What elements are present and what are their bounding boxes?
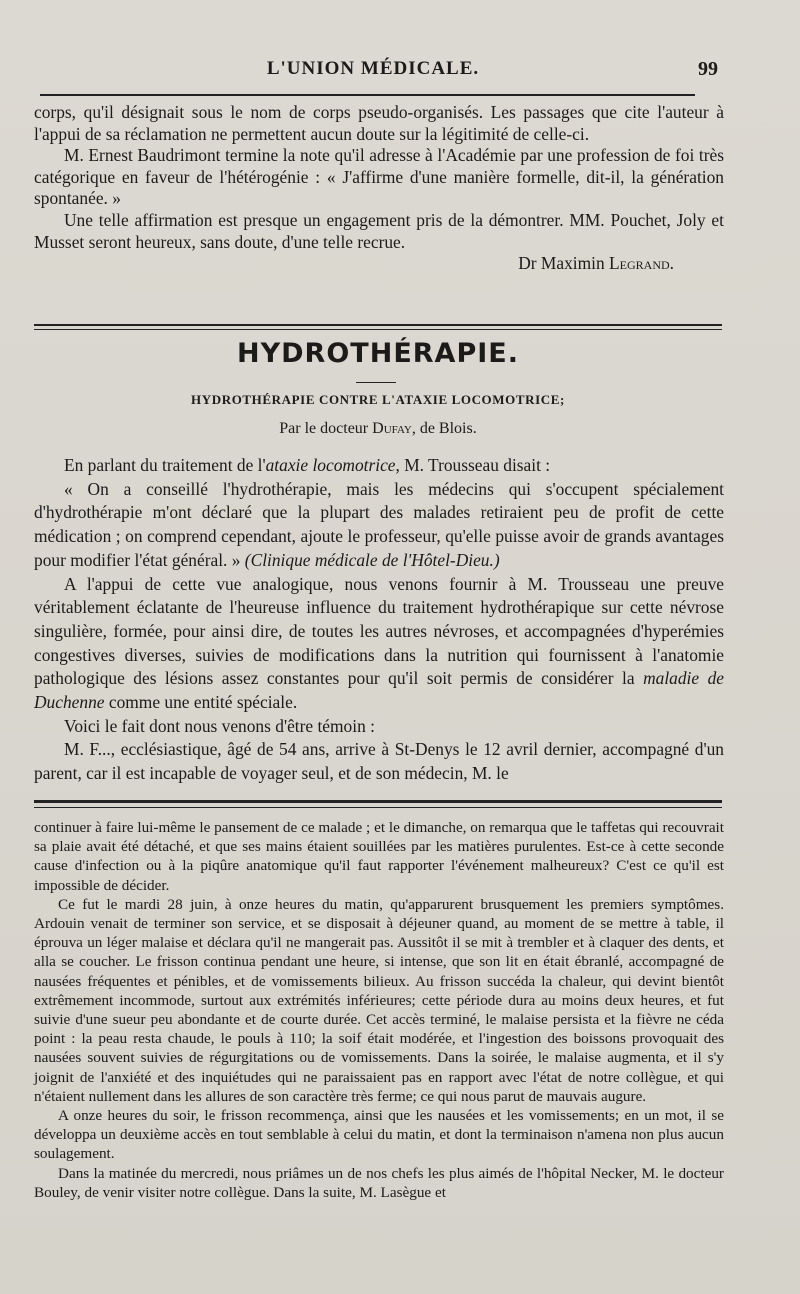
signature — [34, 253, 724, 275]
feuilleton-text — [34, 818, 724, 1202]
header-rule — [40, 94, 695, 96]
paragraph: Voici le fait dont nous venons d'être témoin : — [64, 715, 375, 736]
text-run: comme une entité spéciale. — [108, 692, 298, 713]
paragraph: A onze heures du soir, le frisson recommença, ainsi que les nausées et les vomissements; en un mot, il se développa un deuxième accès en tout semblable à celui du matin, et dont la terminaison n'amena non plus aucun soulagement. — [34, 1107, 724, 1163]
byline — [34, 420, 722, 438]
signature-prefix: Dr Maximin — [518, 253, 605, 274]
paragraph — [34, 478, 724, 573]
text-run: A l'appui de cette vue analogique, nous venons fournir à M. Trousseau une preuve véritablement éclatante de l'heureuse influence du traitement hydrothérapique sur cette névrose singulière, formée, pour ainsi dire, de toutes les autres névroses, et accompagnées d'hyperémies congestives diverses, suivies de modifications dans la nutrition qui fournissent à l'anatomie pathologique des lésions assez constantes pour qu'il soit permis de considérer la — [34, 573, 724, 689]
article-title: HYDROTHÉRAPIE CONTRE L'ATAXIE LOCOMOTRICE; — [191, 392, 565, 407]
paragraph: M. F..., ecclésiastique, âgé de 54 ans, arrive à St-Denys le 12 avril dernier, accompagné d'un parent, car il est incapable de voyager seul, et de son médecin, M. le — [34, 739, 724, 784]
running-title: L'UNION MÉDICALE. — [266, 58, 480, 79]
title-rule — [356, 382, 396, 383]
quotation: « On a conseillé l'hydrothérapie, mais les médecins qui s'occupent spécialement d'hydrothérapie m'ont déclaré que la plupart des malades retiraient peu de profit de cette médication ; on comprend cependant, ajoute le professeur, qu'elle puisse avoir de grands avantages pour modifier l'état général. » — [34, 478, 724, 570]
text-run: , M. Trousseau disait : — [395, 455, 551, 475]
italic-term: ataxie locomotrice — [265, 455, 396, 475]
article-body — [34, 454, 724, 786]
byline-prefix: Par le docteur — [279, 420, 369, 437]
signature-name: Legrand. — [609, 253, 674, 274]
byline-author: Dufay — [372, 420, 412, 437]
paragraph: corps, qu'il désignait sous le nom de corps pseudo-organisés. Les passages que cite l'auteur à l'appui de sa réclamation ne permettent aucun doute sur la légitimité de celle-ci. — [34, 102, 724, 144]
paragraph: continuer à faire lui-même le pansement de ce malade ; et le dimanche, on remarqua que le taffetas qui recouvrait sa plaie avait été détaché, et que ses mains étaient souillées par les matières purulentes. Est-ce à cette seconde cause d'infection ou à la piqûre anatomique qu'il faut rapporter l'événement malheureux? C'est ce qu'il est impossible de décider. — [34, 819, 724, 894]
byline-suffix: , de Blois. — [411, 420, 477, 437]
paragraph: M. Ernest Baudrimont termine la note qu'il adresse à l'Académie par une profession de foi très catégorique en faveur de l'hétérogénie : « J'affirme d'une manière formelle, dit-il, la génération spontanée. » — [34, 145, 724, 209]
running-head — [34, 58, 718, 84]
section-separator — [34, 324, 722, 326]
feuilleton-separator — [34, 800, 722, 803]
text-run: En parlant du traitement de l' — [64, 455, 266, 475]
paragraph: Une telle affirmation est presque un engagement pris de la démontrer. MM. Pouchet, Joly et Musset seront heureux, sans doute, d'une telle recrue. — [34, 209, 724, 252]
italic-term: maladie de Duchenne — [34, 668, 724, 713]
section-title: HYDROTHÉRAPIE. — [237, 338, 519, 369]
page-number: 99 — [698, 58, 718, 80]
paragraph: Dans la matinée du mercredi, nous priâmes un de nos chefs les plus aimés de l'hôpital Necker, M. le docteur Bouley, de venir visiter notre collègue. Dans la suite, M. Lasègue et — [34, 1164, 724, 1201]
citation: (Clinique médicale de l'Hôtel-Dieu.) — [244, 549, 500, 570]
paragraph: Ce fut le mardi 28 juin, à onze heures du matin, qu'apparurent brusquement les premiers symptômes. Ardouin venait de terminer son service, et se disposait à déjeuner quand, au moment de se mettre à table, il éprouva un léger malaise et déclara qu'il ne mangerait pas. Aussitôt il se mit à trembler et à claquer des dents, et alla se coucher. Le frisson continua pendant une heure, si intense, que son lit en était ébranlé, accompagné de nausées fréquentes et pénibles, et de vomissements bilieux. Au frisson succéda la chaleur, qui devint bientôt extrêmement incommode, surtout aux extrémités inférieures; cette période dura au moins deux heures, et fut suivie d'une sueur peu abondante et de courte durée. Cet accès terminé, le malaise persista et la fièvre ne céda point : la peau resta chaude, le pouls à 110; la soif était modérée, et l'ingestion des boissons provoquait des nausées souvent suivies de régurgitations ou de vomissements. Dans la soirée, le malaise augmenta, et il s'y joignit de l'anxiété et des inquiétudes qui ne paraissaient pas en rapport avec l'état de notre collègue, et qui n'étaient nullement dans les allures de son caractère très ferme; ce qui nous parut de mauvais augure. — [34, 895, 724, 1105]
paragraph — [34, 454, 724, 478]
paragraph — [34, 573, 724, 715]
previous-article-text — [34, 102, 724, 275]
